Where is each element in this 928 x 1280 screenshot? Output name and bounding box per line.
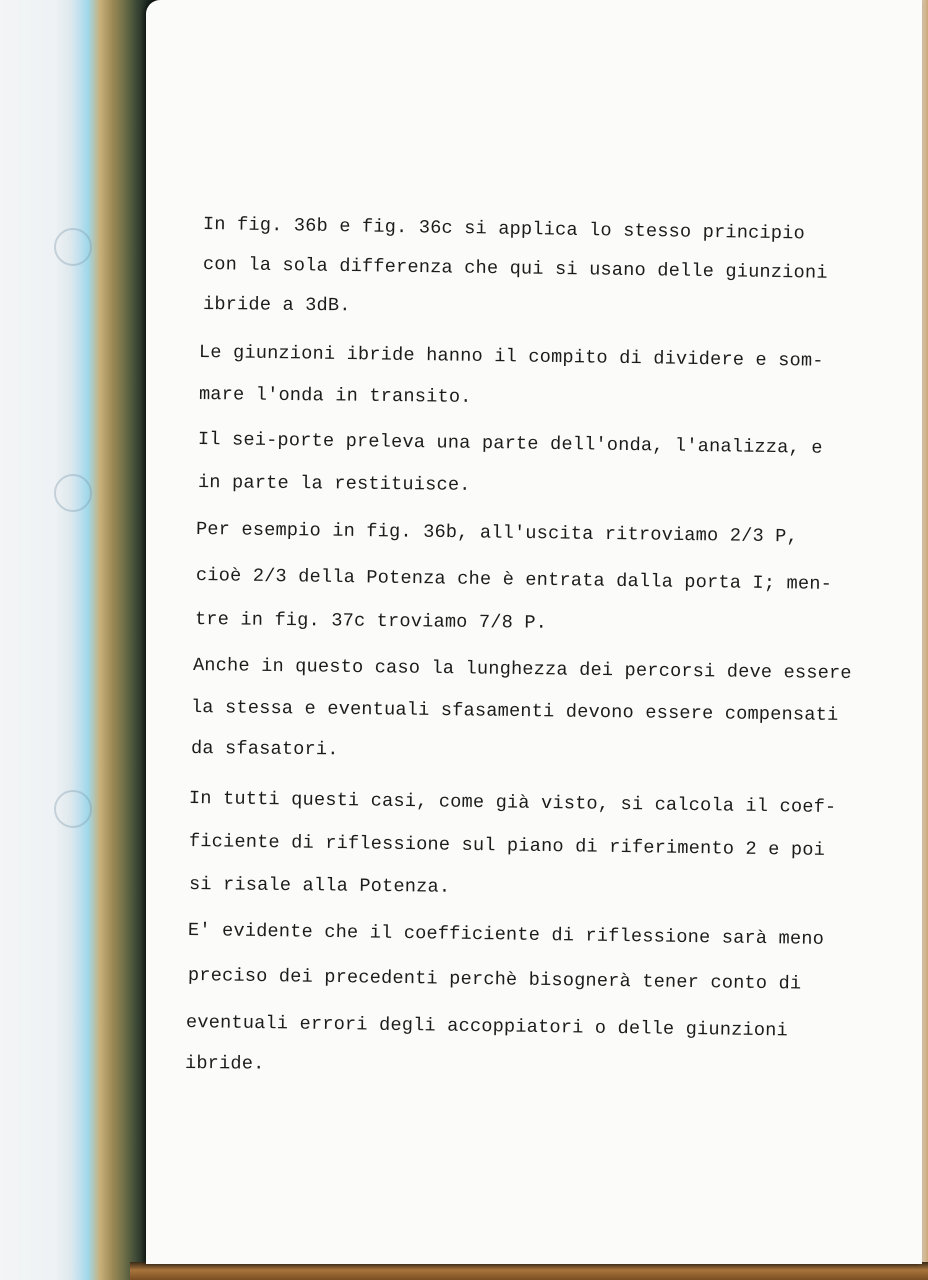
text-line: con la sola differenza che qui si usano delle giunzioni [202, 254, 828, 284]
text-line: la stessa e eventuali sfasamenti devono essere compensati [190, 697, 839, 726]
text-line: tre in fig. 37c troviamo 7/8 P. [194, 609, 548, 634]
text-line: eventuali errori degli accoppiatori o delle giunzioni [185, 1012, 789, 1042]
text-line: si risale alla Potenza. [188, 874, 451, 898]
text-line: cioè 2/3 della Potenza che è entrata dalla porta I; men- [195, 565, 833, 595]
text-line: Anche in questo caso la lunghezza dei percorsi deve essere [192, 655, 852, 685]
text-line: ibride a 3dB. [202, 294, 351, 317]
text-line: da sfasatori. [190, 738, 339, 761]
text-line: Le giunzioni ibride hanno il compito di dividere e som- [198, 342, 824, 372]
text-line: preciso dei precedenti perchè bisognerà tener conto di [187, 965, 802, 995]
text-line: E' evidente che il coefficiente di riflessione sarà meno [187, 920, 825, 950]
text-line: ficiente di riflessione sul piano di riferimento 2 e poi [188, 831, 826, 861]
text-line: in parte la restituisce. [197, 472, 471, 496]
text-line: Per esempio in fig. 36b, all'uscita ritroviamo 2/3 P, [195, 519, 799, 548]
text-line: In tutti questi casi, come già visto, si calcola il coef- [188, 788, 837, 819]
text-line: mare l'onda in transito. [198, 384, 472, 408]
text-line: Il sei-porte preleva una parte dell'onda, l'analizza, e [197, 429, 823, 459]
text-line: ibride. [184, 1053, 265, 1075]
text-line: In fig. 36b e fig. 36c si applica lo stesso principio [202, 214, 806, 245]
